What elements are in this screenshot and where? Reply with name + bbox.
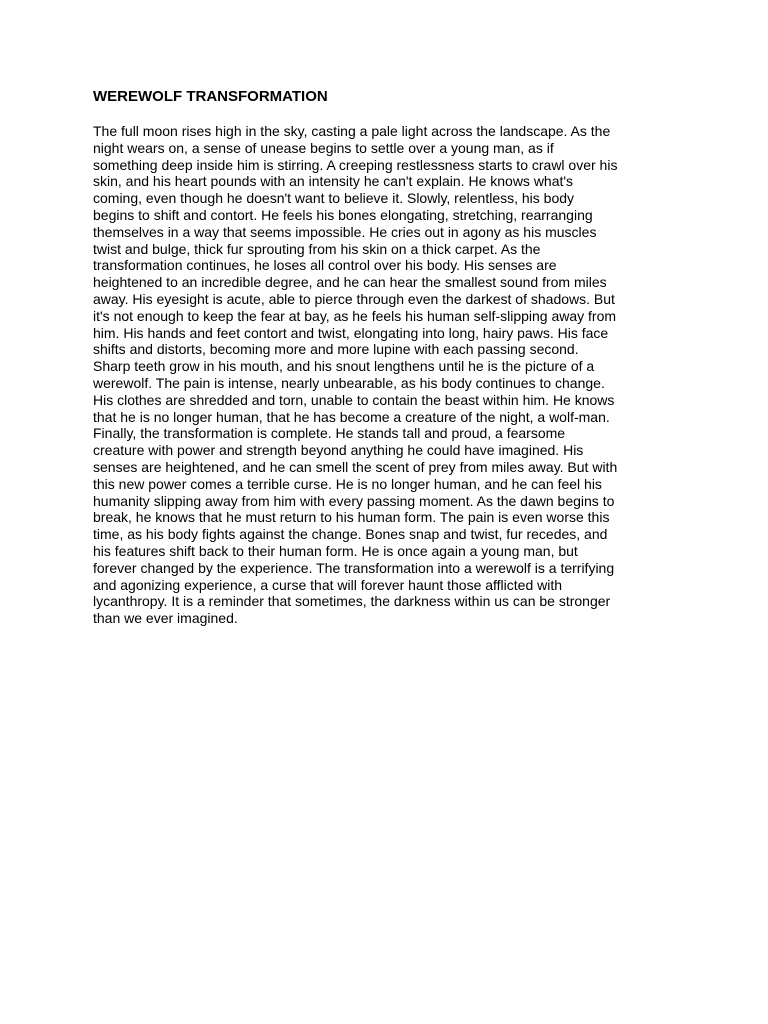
document-title: WEREWOLF TRANSFORMATION — [93, 88, 328, 105]
body-line: senses are heightened, and he can smell the scent of prey from miles away. But with — [93, 458, 618, 475]
body-line: than we ever imagined. — [93, 610, 238, 627]
body-line: begins to shift and contort. He feels his bones elongating, stretching, rearranging — [93, 206, 593, 223]
body-line: time, as his body fights against the change. Bones snap and twist, fur recedes, and — [93, 526, 608, 543]
body-line: something deep inside him is stirring. A creeping restlessness starts to crawl over his — [93, 156, 618, 173]
body-line: twist and bulge, thick fur sprouting from his skin on a thick carpet. As the — [93, 240, 541, 257]
body-line: The full moon rises high in the sky, casting a pale light across the landscape. As the — [93, 123, 611, 139]
body-line: and agonizing experience, a curse that will forever haunt those afflicted with — [93, 576, 563, 593]
body-line: that he is no longer human, that he has become a creature of the night, a wolf-man. — [93, 408, 610, 425]
body-line: this new power comes a terrible curse. He is no longer human, and he can feel his — [93, 475, 602, 492]
body-line: creature with power and strength beyond anything he could have imagined. His — [93, 442, 584, 459]
body-line: His clothes are shredded and torn, unable to contain the beast within him. He knows — [93, 391, 615, 408]
document-body — [93, 123, 683, 627]
body-line: him. His hands and feet contort and twist, elongating into long, hairy paws. His face — [93, 324, 609, 341]
body-line: it's not enough to keep the fear at bay, as he feels his human self-slipping away from — [93, 307, 617, 324]
body-line: transformation continues, he loses all control over his body. His senses are — [93, 257, 557, 274]
body-line: lycanthropy. It is a reminder that sometimes, the darkness within us can be stronger — [93, 593, 611, 610]
body-line: heightened to an incredible degree, and he can hear the smallest sound from miles — [93, 274, 607, 291]
body-line: away. His eyesight is acute, able to pierce through even the darkest of shadows. But — [93, 290, 615, 307]
body-line: humanity slipping away from him with every passing moment. As the dawn begins to — [93, 492, 615, 509]
body-line: coming, even though he doesn't want to believe it. Slowly, relentless, his body — [93, 190, 575, 207]
body-line: themselves in a way that seems impossible. He cries out in agony as his muscles — [93, 223, 597, 240]
body-line: night wears on, a sense of unease begins to settle over a young man, as if — [93, 139, 554, 156]
body-line: werewolf. The pain is intense, nearly unbearable, as his body continues to change. — [93, 374, 605, 391]
body-line: skin, and his heart pounds with an intensity he can't explain. He knows what's — [93, 173, 574, 190]
body-line: forever changed by the experience. The transformation into a werewolf is a terrifying — [93, 559, 615, 576]
body-line: shifts and distorts, becoming more and more lupine with each passing second. — [93, 341, 579, 358]
body-line: Finally, the transformation is complete. He stands tall and proud, a fearsome — [93, 425, 566, 442]
body-line: his features shift back to their human form. He is once again a young man, but — [93, 542, 578, 559]
body-line: Sharp teeth grow in his mouth, and his snout lengthens until he is the picture of a — [93, 358, 595, 375]
body-line: break, he knows that he must return to his human form. The pain is even worse this — [93, 509, 610, 526]
